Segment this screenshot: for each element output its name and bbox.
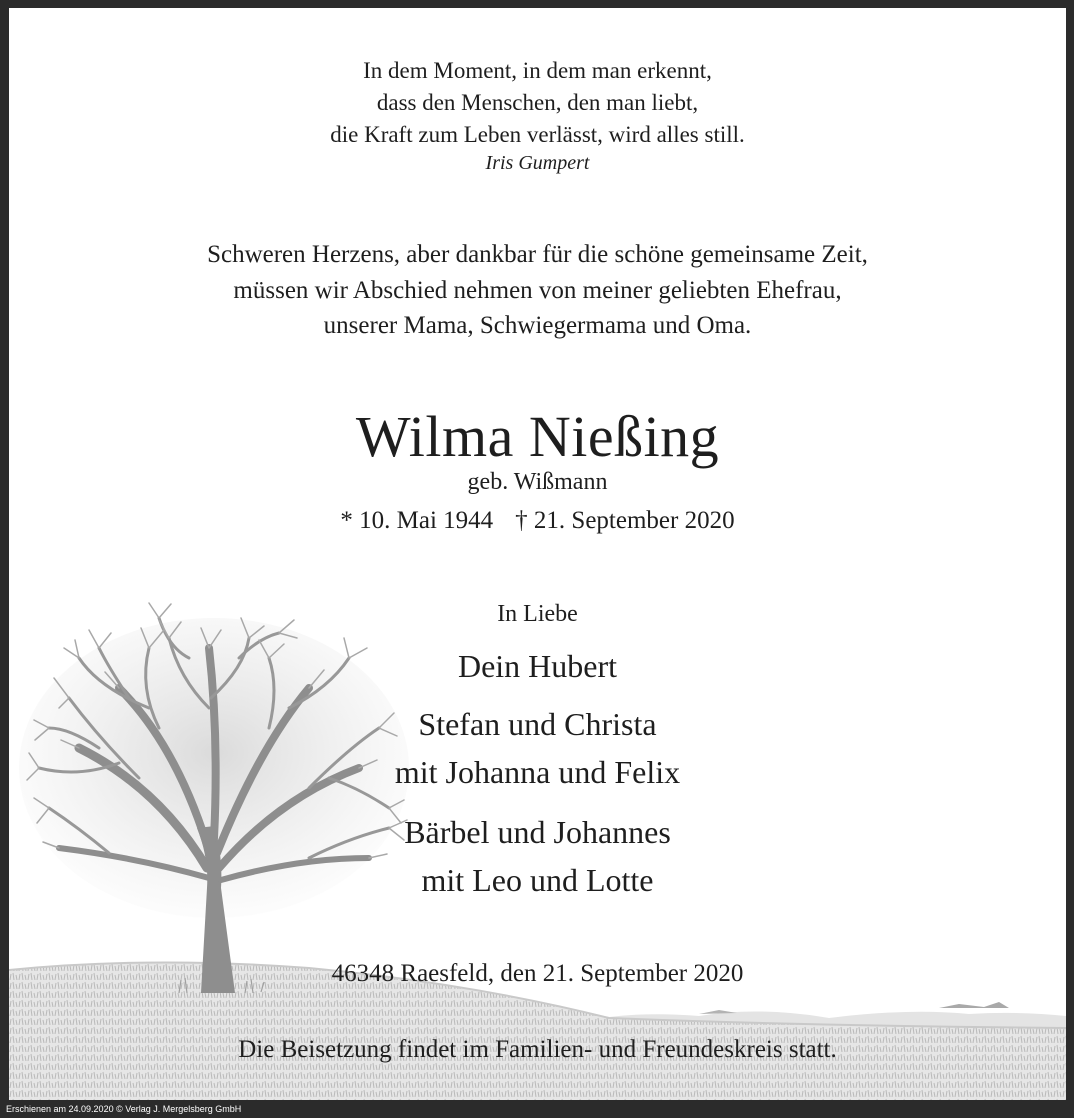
birth-name: geb. Wißmann: [467, 469, 608, 495]
mourner-line: Stefan und Christa: [418, 706, 657, 742]
birth-date: * 10. Mai 1944: [340, 507, 494, 534]
death-date: † 21. September 2020: [515, 507, 735, 534]
burial-note: Die Beisetzung findet im Familien- und Freundeskreis statt.: [238, 1036, 837, 1063]
mourner-line: Dein Hubert: [457, 648, 618, 684]
intro-line: Schweren Herzens, aber dankbar für die schöne gemeinsame Zeit,: [207, 241, 868, 268]
mourner-line: mit Johanna und Felix: [394, 754, 681, 790]
poem-line: In dem Moment, in dem man erkennt,: [363, 58, 712, 83]
publication-footer: Erschienen am 24.09.2020 © Verlag J. Mergelsberg GmbH: [6, 1104, 242, 1114]
in-love-label: In Liebe: [497, 601, 578, 627]
life-dates: [9, 508, 1066, 533]
mourner-line: Bärbel und Johannes: [404, 814, 671, 850]
intro-line: müssen wir Abschied nehmen von meiner geliebten Ehefrau,: [233, 277, 842, 304]
mourner-line: mit Leo und Lotte: [421, 862, 654, 898]
poem-author: Iris Gumpert: [485, 152, 590, 174]
poem-line: die Kraft zum Leben verlässt, wird alles still.: [330, 122, 745, 147]
obituary-notice: [9, 8, 1066, 1100]
poem-line: dass den Menschen, den man liebt,: [376, 90, 699, 115]
deceased-name: Wilma Nießing: [355, 404, 720, 469]
intro-line: unserer Mama, Schwiegermama und Oma.: [323, 312, 752, 339]
place-date: 46348 Raesfeld, den 21. September 2020: [331, 960, 744, 987]
